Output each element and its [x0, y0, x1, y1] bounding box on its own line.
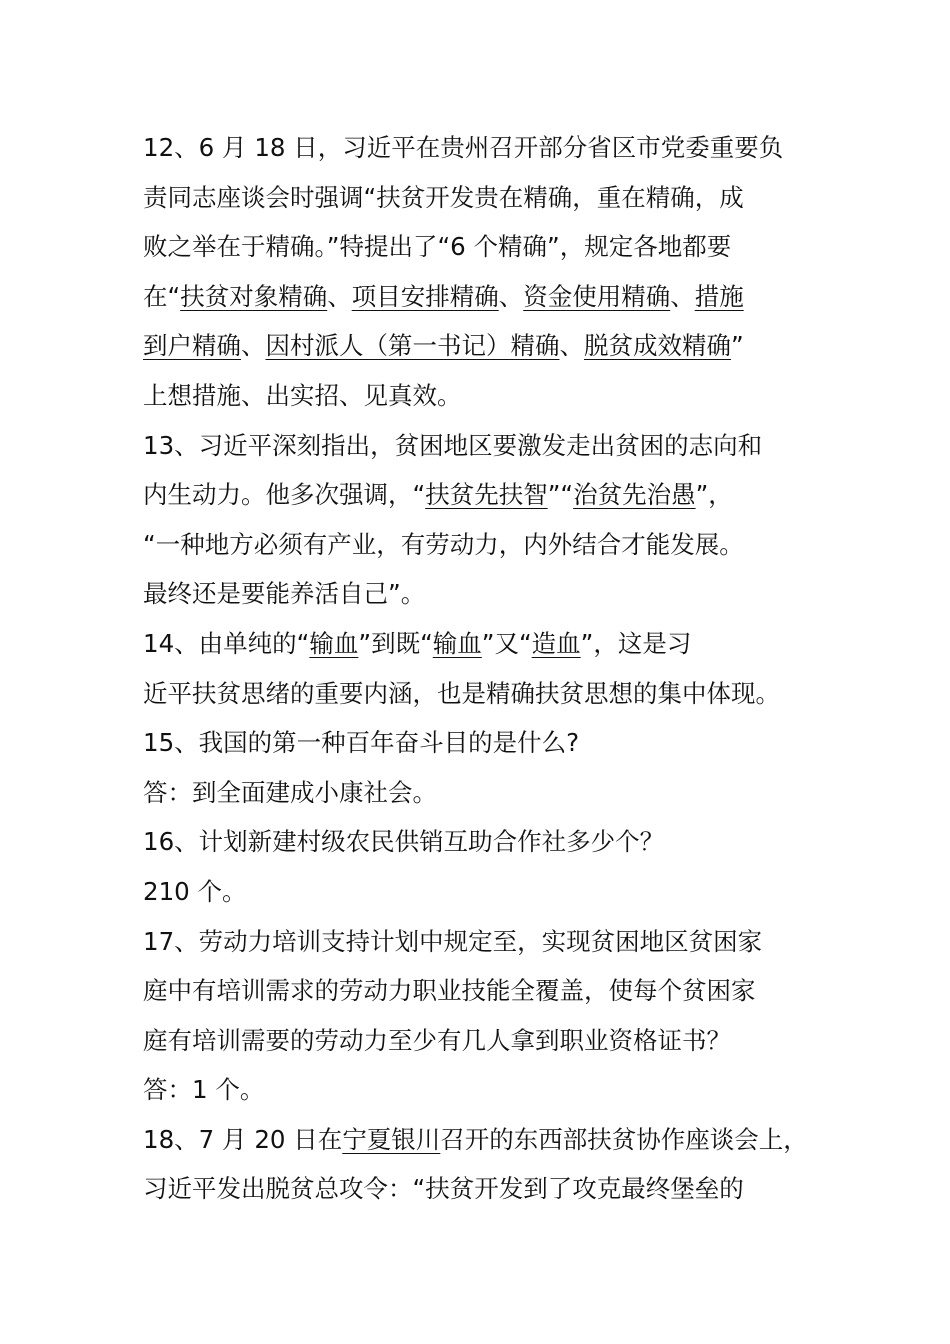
underlined-term: 宁夏银川: [342, 1124, 441, 1154]
text-line: [143, 272, 823, 322]
text-segment: 庭中有培训需求的劳动力职业技能全覆盖，使每个贫困家: [143, 976, 756, 1006]
text-segment: 210 个。: [143, 876, 247, 906]
underlined-term: 扶贫先扶智: [425, 480, 548, 510]
text-line: [143, 1115, 823, 1165]
text-segment: 、: [498, 281, 524, 311]
text-segment: 16、计划新建村级农民供销互助合作社多少个？: [143, 827, 665, 857]
text-line: [143, 817, 823, 867]
text-segment: ”到既“: [358, 628, 433, 658]
text-segment: 近平扶贫思绪的重要内涵，也是精确扶贫思想的集中体现。: [143, 678, 780, 708]
text-segment: 内生动力。他多次强调，“: [143, 480, 426, 510]
text-segment: 习近平发出脱贫总攻令：“扶贫开发到了攻克最终堡垒的: [143, 1174, 744, 1204]
text-segment: 17、劳动力培训支持计划中规定至，实现贫困地区贫困家: [143, 926, 763, 956]
underlined-term: 脱贫成效精确: [584, 331, 731, 361]
text-segment: 14、由单纯的“: [143, 628, 310, 658]
text-line: [143, 1164, 823, 1214]
document-body: [143, 123, 823, 1214]
text-line: [143, 520, 823, 570]
text-line: [143, 421, 823, 471]
text-segment: 庭有培训需要的劳动力至少有几人拿到职业资格证书？: [143, 1025, 731, 1055]
underlined-term: 措施: [694, 281, 744, 311]
underlined-term: 扶贫对象精确: [180, 281, 328, 311]
text-segment: ”又“: [481, 628, 532, 658]
text-line: [143, 718, 823, 768]
text-line: [143, 917, 823, 967]
text-line: [143, 371, 823, 421]
text-segment: 答：到全面建成小康社会。: [143, 777, 437, 807]
text-segment: 、: [241, 331, 266, 361]
text-segment: 最终还是要能养活自己”。: [143, 579, 426, 609]
text-segment: 、: [327, 281, 352, 311]
text-line: [143, 966, 823, 1016]
text-segment: 、: [559, 331, 584, 361]
underlined-term: 造血: [531, 628, 581, 658]
text-segment: 上想措施、出实招、见真效。: [143, 380, 462, 410]
underlined-term: 项目安排精确: [351, 281, 499, 311]
text-line: [143, 321, 823, 371]
text-segment: 、: [670, 281, 695, 311]
text-segment: 18、7 月 20 日在: [143, 1124, 343, 1154]
text-line: [143, 669, 823, 719]
text-segment: 13、习近平深刻指出，贫困地区要激发走出贫困的志向和: [143, 430, 763, 460]
text-segment: “一种地方必须有产业，有劳动力，内外结合才能发展。: [143, 529, 744, 559]
text-segment: ”: [731, 331, 744, 361]
text-line: [143, 1065, 823, 1115]
text-line: [143, 123, 823, 173]
text-segment: 在“: [143, 281, 181, 311]
underlined-term: 到户精确: [143, 331, 241, 361]
text-segment: 12、6 月 18 日，习近平在贵州召开部分省区市党委重要负: [143, 133, 784, 162]
text-segment: 15、我国的第一种百年奋斗目的是什么?: [143, 728, 580, 758]
text-line: [143, 470, 823, 520]
underlined-term: 因村派人（第一书记）精确: [265, 331, 560, 361]
text-segment: ”“: [547, 480, 574, 510]
underlined-term: 治贫先治愚: [573, 480, 696, 510]
text-segment: 答：1 个。: [143, 1075, 265, 1105]
text-segment: 召开的东西部扶贫协作座谈会上，: [440, 1124, 808, 1154]
underlined-term: 输血: [309, 628, 359, 658]
text-line: [143, 867, 823, 917]
text-segment: 败之举在于精确。”特提出了“6 个精确”，规定各地都要: [143, 232, 732, 262]
text-line: [143, 569, 823, 619]
text-segment: ”，这是习: [580, 628, 692, 658]
text-line: [143, 222, 823, 272]
text-segment: ”，: [695, 480, 733, 510]
text-line: [143, 619, 823, 669]
text-line: [143, 1016, 823, 1066]
underlined-term: 输血: [432, 628, 482, 658]
text-line: [143, 173, 823, 223]
text-line: [143, 768, 823, 818]
text-segment: 责同志座谈会时强调“扶贫开发贵在精确，重在精确，成: [143, 182, 744, 212]
underlined-term: 资金使用精确: [523, 281, 671, 311]
